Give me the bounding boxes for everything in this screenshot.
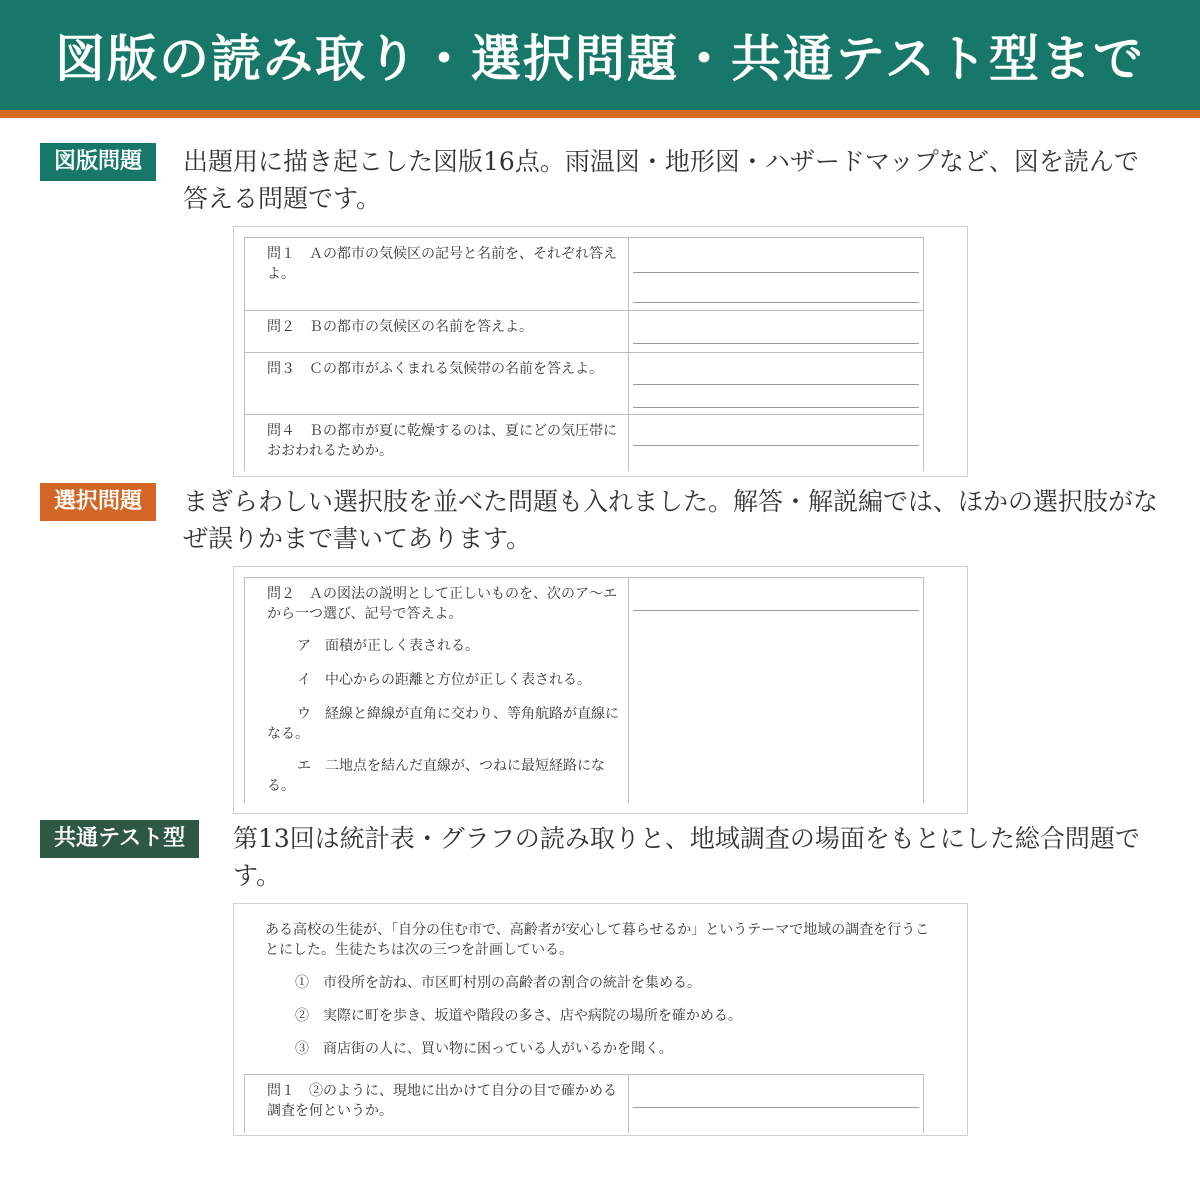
question-block bbox=[245, 578, 629, 803]
question-row bbox=[245, 415, 923, 471]
question-row bbox=[245, 311, 923, 353]
section-desc-common-test: 第13回は統計表・グラフの読み取りと、地域調査の場面をもとにした総合問題です。 bbox=[233, 824, 1140, 890]
question-text: 問４ Ｂの都市が夏に乾燥するのは、夏にどの気圧帯におおわれるためか。 bbox=[245, 415, 629, 471]
answer-cell bbox=[629, 1075, 923, 1133]
section-tag-figure: 図版問題 bbox=[40, 143, 156, 181]
scenario-intro: ある高校の生徒が、「自分の住む市で、高齢者が安心して暮らせるか」というテーマで地域の調査を行うことにした。生徒たちは次の三つを計画している。 bbox=[265, 922, 930, 958]
question-grid bbox=[244, 237, 924, 471]
section-tag-common-test: 共通テスト型 bbox=[40, 820, 199, 858]
sample-sheet-figure bbox=[233, 226, 968, 477]
section-desc-choice: まぎらわしい選択肢を並べた問題も入れました。解答・解説編では、ほかの選択肢がなぜ誤りかまで書いてあります。 bbox=[183, 487, 1159, 553]
sample-sheet-common-test bbox=[233, 903, 968, 1136]
question-text: 問３ Ｃの都市がふくまれる気候帯の名前を答えよ。 bbox=[245, 353, 629, 414]
answer-cell bbox=[629, 415, 923, 471]
plan-item: ② 実際に町を歩き、坂道や階段の多さ、店や病院の場所を確かめる。 bbox=[295, 1008, 742, 1024]
section-tag-choice: 選択問題 bbox=[40, 483, 156, 521]
plan-item: ③ 商店街の人に、買い物に困っている人がいるかを聞く。 bbox=[295, 1041, 673, 1057]
header-banner bbox=[0, 0, 1200, 118]
question-row bbox=[245, 1075, 923, 1133]
answer-cell bbox=[629, 311, 923, 352]
scenario-text bbox=[265, 920, 935, 1059]
question-grid bbox=[244, 577, 924, 803]
question-row bbox=[245, 353, 923, 415]
option-item: ウ 経線と緯線が直角に交わり、等角航路が直線になる。 bbox=[267, 706, 619, 742]
question-text: 問２ Ａの図法の説明として正しいものを、次のア〜エから一つ選び、記号で答えよ。 bbox=[267, 586, 617, 622]
question-grid bbox=[244, 1074, 924, 1133]
plan-item: ① 市役所を訪ね、市区町村別の高齢者の割合の統計を集める。 bbox=[295, 975, 701, 991]
question-text: 問１ Ａの都市の気候区の記号と名前を、それぞれ答えよ。 bbox=[245, 238, 629, 310]
answer-cell bbox=[629, 238, 923, 310]
sample-sheet-choice bbox=[233, 566, 968, 814]
question-text: 問１ ②のように、現地に出かけて自分の目で確かめる調査を何というか。 bbox=[245, 1075, 629, 1133]
question-row bbox=[245, 238, 923, 311]
option-item: イ 中心からの距離と方位が正しく表される。 bbox=[297, 672, 591, 688]
page-title: 図版の読み取り・選択問題・共通テスト型まで bbox=[55, 30, 1145, 88]
answer-cell bbox=[629, 353, 923, 414]
answer-cell bbox=[629, 578, 923, 803]
question-text: 問２ Ｂの都市の気候区の名前を答えよ。 bbox=[245, 311, 629, 352]
question-row bbox=[245, 578, 923, 803]
option-item: エ 二地点を結んだ直線が、つねに最短経路になる。 bbox=[267, 758, 605, 794]
option-item: ア 面積が正しく表される。 bbox=[297, 638, 479, 654]
section-desc-figure: 出題用に描き起こした図版16点。雨温図・地形図・ハザードマップなど、図を読んで答える問題です。 bbox=[183, 147, 1139, 213]
